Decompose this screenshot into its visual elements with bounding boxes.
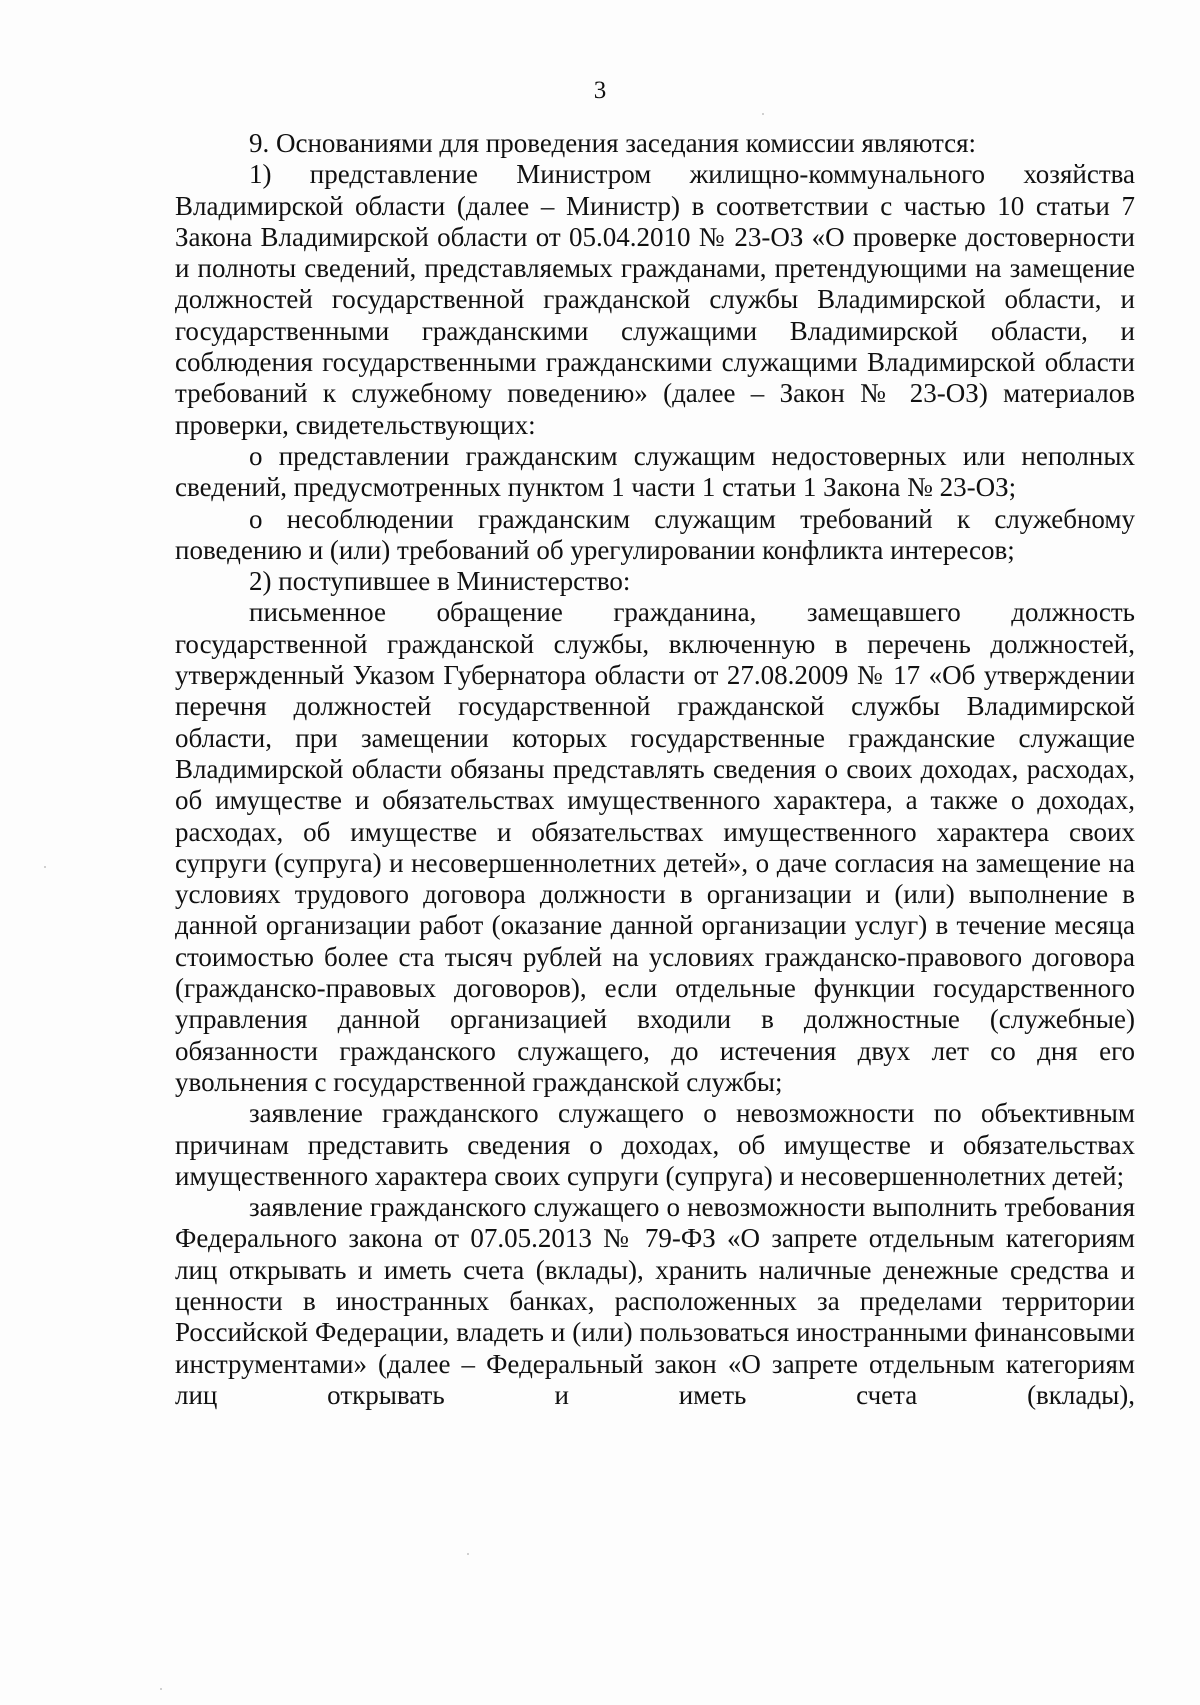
paragraph-statement-income: заявление гражданского служащего о невозможности по объективным причинам представить сведения о доходах, об имуществе и обязательствах имущественного характера своих супруги (супруга) и несовершеннолетних детей;	[175, 1098, 1135, 1191]
paragraph-item-2: 2) поступившее в Министерство:	[249, 566, 631, 597]
document-body	[175, 128, 1135, 1411]
scan-speck	[160, 1688, 162, 1690]
paragraph-subitem-conduct: о несоблюдении гражданским служащим требований к служебному поведению и (или) требований об урегулировании конфликта интересов;	[175, 503, 1135, 565]
paragraph-statement-federal-law: заявление гражданского служащего о невозможности выполнить требования Федерального закона от 07.05.2013 № 79-ФЗ «О запрете отдельным категориям лиц открывать и иметь счета (вклады), хранить наличные денежные средства и ценности в иностранных банках, расположенных за пределами территории Российской Федерации, владеть и (или) пользоваться иностранными финансовыми инструментами» (далее – Федеральный закон «О запрете отдельным категориям лиц открывать и иметь счета (вклады),	[175, 1192, 1135, 1410]
paragraph-item-1: 1) представление Министром жилищно-коммунального хозяйства Владимирской области (далее – Министр) в соответствии с частью 10 статьи 7 Закона Владимирской области от 05.04.2010 № 23-ОЗ «О проверке достоверности и полноты сведений, представляемых гражданами, претендующими на замещение должностей государственной гражданской службы Владимирской области, и государственными гражданскими служащими Владимирской области, и соблюдения государственными гражданскими служащими Владимирской области требований к служебному поведению» (далее – Закон № 23-ОЗ) материалов проверки, свидетельствующих:	[175, 159, 1135, 440]
scan-speck	[44, 866, 46, 868]
page-number: 3	[593, 77, 607, 104]
paragraph-written-appeal: письменное обращение гражданина, замещавшего должность государственной гражданской службы, включенную в перечень должностей, утвержденный Указом Губернатора области от 27.08.2009 № 17 «Об утверждении перечня должностей государственной гражданской службы Владимирской области, при замещении которых государственные гражданские служащие Владимирской области обязаны представлять сведения о своих доходах, расходах, об имуществе и обязательствах имущественного характера, а также о доходах, расходах, об имуществе и обязательствах имущественного характера своих супруги (супруга) и несовершеннолетних детей», о даче согласия на замещение на условиях трудового договора должности в организации и (или) выполнение в данной организации работ (оказание данной организации услуг) в течение месяца стоимостью более ста тысяч рублей на условиях гражданско-правового договора (гражданско-правовых договоров), если отдельные функции государственного управления данной организацией входили в должностные (служебные) обязанности гражданского служащего, до истечения двух лет со дня его увольнения с государственной гражданской службы;	[175, 597, 1135, 1097]
scan-speck	[467, 1553, 469, 1555]
paragraph-9-heading: 9. Основаниями для проведения заседания комиссии являются:	[249, 128, 977, 158]
paragraph-subitem-incomplete-info: о представлении гражданским служащим недостоверных или неполных сведений, предусмотренных пунктом 1 части 1 статьи 1 Закона № 23-ОЗ;	[175, 440, 1135, 503]
scan-speck	[762, 113, 764, 115]
